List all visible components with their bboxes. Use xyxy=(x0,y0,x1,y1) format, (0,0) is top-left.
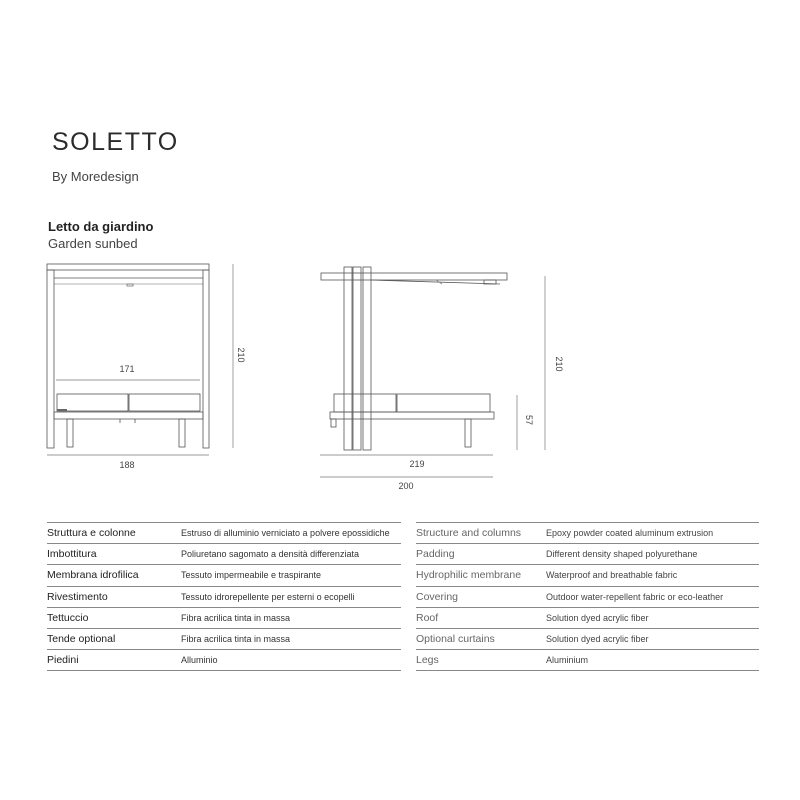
spec-label: Imbottitura xyxy=(47,544,181,565)
spec-row xyxy=(416,544,759,565)
spec-row xyxy=(416,650,759,671)
side-cushion-front xyxy=(397,394,490,412)
side-leg xyxy=(465,419,471,447)
side-base-frame xyxy=(330,412,494,419)
spec-label: Padding xyxy=(416,544,546,565)
spec-table-english xyxy=(416,522,759,671)
spec-value: Estruso di alluminio verniciato a polvere epossidiche xyxy=(181,523,401,544)
spec-label: Optional curtains xyxy=(416,628,546,649)
spec-value: Fibra acrilica tinta in massa xyxy=(181,607,401,628)
spec-label: Legs xyxy=(416,650,546,671)
spec-value: Poliuretano sagomato a densità differenziata xyxy=(181,544,401,565)
spec-value: Solution dyed acrylic fiber xyxy=(546,607,759,628)
subtitle-english: Garden sunbed xyxy=(48,236,138,251)
dim-57: 57 xyxy=(524,414,534,426)
spec-value: Waterproof and breathable fabric xyxy=(546,565,759,586)
spec-value: Tessuto idrorepellente per esterni o ecopelli xyxy=(181,586,401,607)
spec-row xyxy=(47,544,401,565)
spec-row xyxy=(416,565,759,586)
side-column-3 xyxy=(363,267,371,450)
spec-label: Struttura e colonne xyxy=(47,523,181,544)
front-base-frame xyxy=(54,412,203,419)
subtitle-italian: Letto da giardino xyxy=(48,219,154,234)
spec-row xyxy=(416,628,759,649)
spec-value: Alluminio xyxy=(181,650,401,671)
spec-label: Tende optional xyxy=(47,628,181,649)
spec-value: Different density shaped polyurethane xyxy=(546,544,759,565)
spec-label: Rivestimento xyxy=(47,586,181,607)
spec-row xyxy=(47,607,401,628)
dim-188: 188 xyxy=(119,460,135,470)
spec-label: Hydrophilic membrane xyxy=(416,565,546,586)
front-cushion-right xyxy=(129,394,200,411)
spec-label: Roof xyxy=(416,607,546,628)
spec-value: Aluminium xyxy=(546,650,759,671)
side-roof xyxy=(321,273,507,280)
spec-label: Piedini xyxy=(47,650,181,671)
side-view-drawing xyxy=(321,267,507,450)
spec-row xyxy=(416,607,759,628)
front-right-column xyxy=(203,270,209,448)
spec-value: Tessuto impermeabile e traspirante xyxy=(181,565,401,586)
dim-side-210: 210 xyxy=(554,356,564,372)
side-cushion-back xyxy=(334,394,396,412)
front-roof xyxy=(47,264,209,270)
spec-row xyxy=(47,650,401,671)
product-title: SOLETTO xyxy=(52,128,179,156)
spec-row xyxy=(47,586,401,607)
spec-row xyxy=(416,523,759,544)
front-view-drawing xyxy=(47,264,209,448)
front-left-column xyxy=(47,270,54,448)
spec-table-italian xyxy=(47,522,401,671)
spec-row xyxy=(47,523,401,544)
spec-row xyxy=(47,565,401,586)
spec-label: Structure and columns xyxy=(416,523,546,544)
spec-row xyxy=(47,628,401,649)
dim-front-210: 210 xyxy=(236,347,246,363)
spec-value: Solution dyed acrylic fiber xyxy=(546,628,759,649)
front-leg-right xyxy=(179,419,185,447)
designer-credit: By Moredesign xyxy=(52,169,139,184)
spec-label: Covering xyxy=(416,586,546,607)
dim-219: 219 xyxy=(409,459,425,469)
front-cushion-left xyxy=(57,394,128,411)
front-leg-left xyxy=(67,419,73,447)
spec-value: Fibra acrilica tinta in massa xyxy=(181,628,401,649)
dim-171: 171 xyxy=(119,364,135,374)
spec-label: Tettuccio xyxy=(47,607,181,628)
spec-value: Outdoor water-repellent fabric or eco-leather xyxy=(546,586,759,607)
spec-label: Membrana idrofilica xyxy=(47,565,181,586)
dim-200: 200 xyxy=(398,481,414,491)
side-column-1 xyxy=(344,267,352,450)
side-column-2 xyxy=(353,267,361,450)
spec-value: Epoxy powder coated aluminum extrusion xyxy=(546,523,759,544)
spec-row xyxy=(416,586,759,607)
